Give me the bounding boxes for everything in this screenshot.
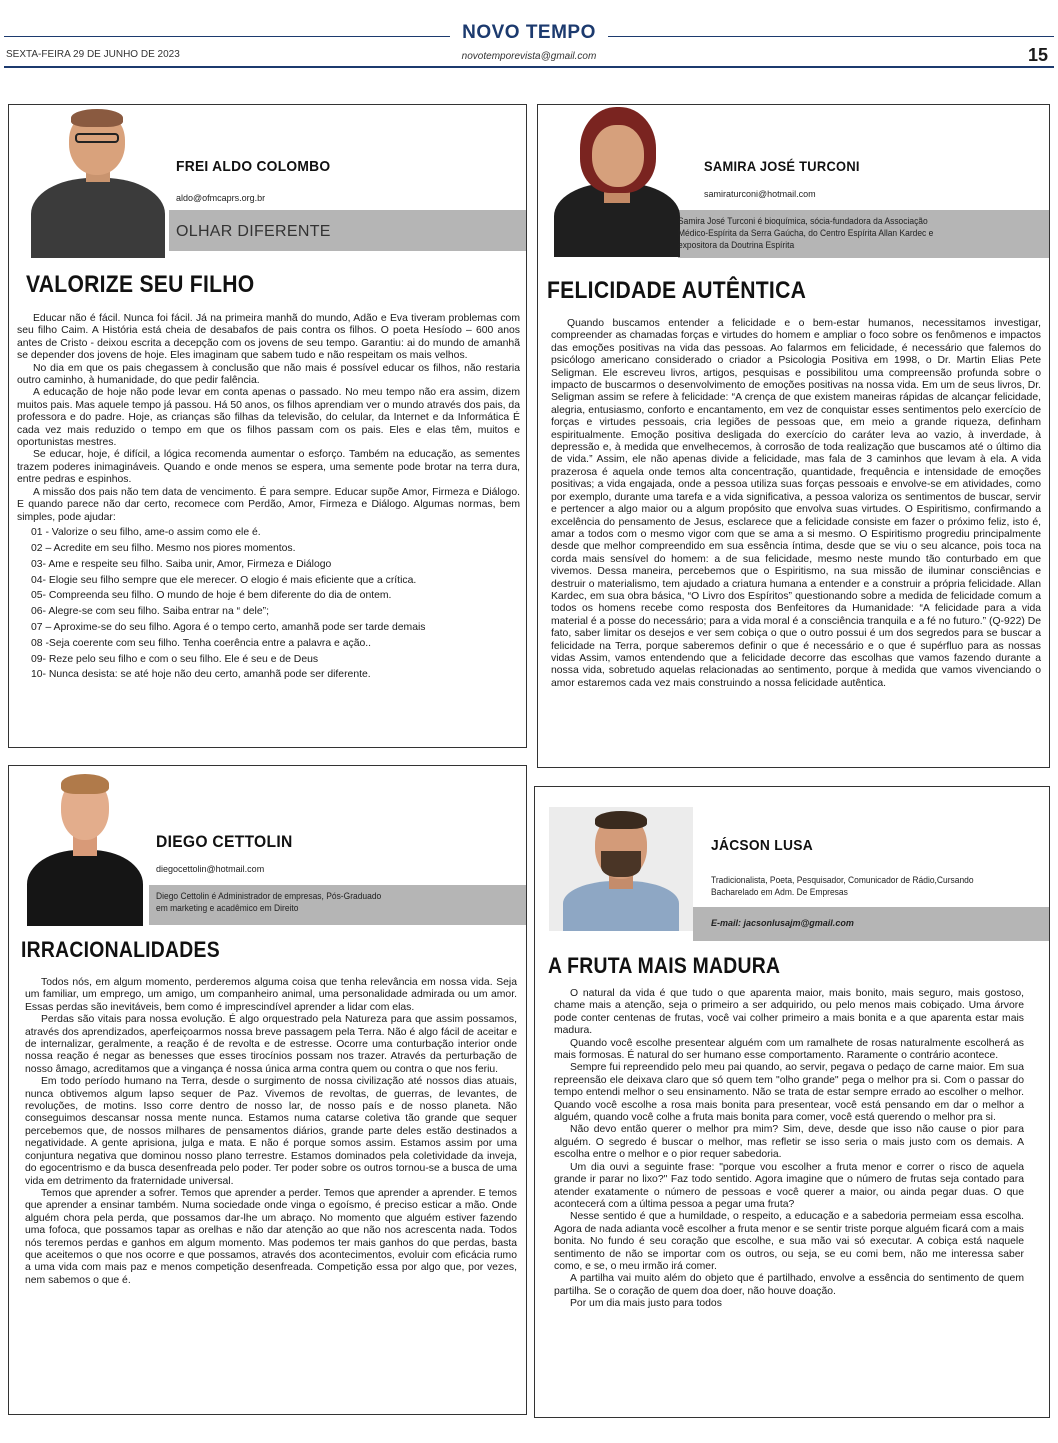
- article-samira: [537, 104, 1050, 768]
- author-photo: [549, 807, 693, 931]
- masthead-bottom-rule: [4, 66, 1054, 68]
- paragraph: A educação de hoje não pode levar em conta apenas o passado. No meu tempo não era assim, dizem muitos pais. Mas aquele tempo já passou. Há 50 anos, os filhos aprendiam ver o mundo através dos pais, da professora e do padre. Hoje, as crianças são filhas da televisão, do celular, da Internet e da Informática É cada vez mais reduzido o tempo em que os filhos passam com os pais. Eles e elas têm, muitos e oportunistas mestres.: [17, 387, 520, 449]
- paragraph: Sempre fui repreendido pelo meu pai quando, ao servir, pegava o pedaço de carne maior. Em sua repreensão ele deixava claro que só quem tem "olho grande" pega o melhor pra si. Com o passar do tempo entendi melhor o seu ensinamento. Não se trata de estar sempre errado ao escolher o melhor. Quando você escolhe a rosa mais bonita para presentear, você está pensando em dar o melhor a alguém, quando você colhe a fruta mais bonita para comer, você está querendo o melhor pra si.: [554, 1062, 1024, 1124]
- article-headline: FELICIDADE AUTÊNTICA: [547, 277, 807, 304]
- article-body: [554, 988, 1024, 1311]
- paragraph: Nesse sentido é que a humildade, o respeito, a educação e a sabedoria permeiam essa escolha. Agora de nada adianta você escolher a fruta menor e se sentir triste porque alguém ficará com a mais bonita. No fundo é seu coração que escolhe, e sua mão vai só executar. A cobiça está naquele sentimento de não se importar com os outros, ou seja, se eu comi bem, não me interessa saber como, e se, o meu irmão irá comer.: [554, 1211, 1024, 1272]
- list-item: 07 – Aproxime-se do seu filho. Agora é o tempo certo, amanhã pode ser tarde demais: [31, 622, 426, 634]
- list-item: 04- Elogie seu filho sempre que ele merecer. O elogio é mais eficiente que a crítica.: [31, 574, 417, 586]
- article-headline: IRRACIONALIDADES: [21, 937, 220, 962]
- list-item: 10- Nunca desista: se até hoje não deu certo, amanhã pode ser diferente.: [31, 669, 371, 681]
- page-number: 15: [1027, 45, 1048, 65]
- author-email[interactable]: E-mail: jacsonlusajm@gmail.com: [711, 918, 854, 928]
- list-item: 01 - Valorize o seu filho, ame-o assim como ele é.: [31, 527, 261, 539]
- paragraph: Educar não é fácil. Nunca foi fácil. Já na primeira manhã do mundo, Adão e Eva tiveram problemas com seu filho Caim. A História está cheia de desabafos de pais contra os filhos. O poeta Hesíodo – 600 anos antes de Cristo - deixou escrita a decepção com os jovens de seu tempo. Garantiu: ai do mundo de amanhã se depender dos jovens de hoje. Eles imaginam que sabem tudo e não respeitam os mais velhos.: [17, 313, 520, 362]
- list-item: 03- Ame e respeite seu filho. Saiba unir, Amor, Firmeza e Diálogo: [31, 558, 332, 570]
- article-frei-aldo: [8, 104, 527, 748]
- paragraph: A missão dos pais não tem data de vencimento. É para sempre. Educar supõe Amor, Firmeza e Diálogo. E quando parece não dar certo, recomece com Perdão, Amor, Firmeza e Diálogo. Algumas normas, bem simples, pode ajudar:: [17, 486, 520, 523]
- author-bio: Diego Cettolin é Administrador de empresas, Pós-Graduado em marketing e acadêmico em Direito: [156, 891, 382, 913]
- paragraph: Por um dia mais justo para todos: [570, 1298, 722, 1310]
- article-headline: A FRUTA MAIS MADURA: [548, 953, 781, 978]
- paragraph: A partilha vai muito além do objeto que é partilhado, envolve a essência do sentimento de quem partilha. Se o coração de quem doa doer, não houve doação.: [554, 1273, 1024, 1297]
- author-name: FREI ALDO COLOMBO: [176, 158, 331, 175]
- paragraph: Temos que aprender a sofrer. Temos que aprender a perder. Temos que aprender a aprender. E temos que aprender a ensinar também. Numa sociedade onde vinga o egoísmo, é preciso esticar a mão. Onde alguém chora pela perda, que possamos dar-lhe um abraço. No momento que alguém estiver fazendo uma fofoca, que possamos tapar as orelhas e não dar atenção ao que não nos acrescenta nada. Todos nós teremos perdas e ganhos em algum momento. Mas podemos ter mais ganhos do que perdas, basta que aceitemos o que nos ocorre e que possamos, através dos acontecimentos, evoluir com eficácia rumo a uma vida com mais paz e menos competição desenfreada. Competição essa por algo que, por vezes, nem sabemos o que é.: [25, 1187, 517, 1286]
- author-email[interactable]: diegocettolin@hotmail.com: [156, 864, 265, 874]
- list-item: 08 -Seja coerente com seu filho. Tenha coerência entre a palavra e ação..: [31, 637, 372, 649]
- author-photo: [23, 105, 173, 258]
- list-item: 05- Compreenda seu filho. O mundo de hoje é bem diferente do dia de ontem.: [31, 590, 392, 602]
- article-diego: [8, 765, 527, 1415]
- list-item: 02 – Acredite em seu filho. Mesmo nos piores momentos.: [31, 543, 296, 555]
- list-item: 06- Alegre-se com seu filho. Saiba entrar na “ dele”;: [31, 606, 269, 618]
- author-name: DIEGO CETTOLIN: [156, 832, 293, 851]
- author-name: SAMIRA JOSÉ TURCONI: [704, 158, 860, 174]
- paragraph: Quando você escolhe presentear alguém com um ramalhete de rosas naturalmente escolherá as mais formosas. É natural do ser humano esse comportamento. Raramente o contrário acontece.: [554, 1037, 1024, 1062]
- newspaper-title: NOVO TEMPO: [0, 22, 1058, 44]
- paragraph: O natural da vida é que tudo o que aparenta maior, mais bonito, mais seguro, mais gostoso, chame mais a atenção, seja o primeiro a ser adquirido, ou pelo menos mais cobiçado. Uma árvore pode conter centenas de frutas, você vai colher primeiro a mais bonita e a que aparenta estar mais madura.: [554, 988, 1024, 1037]
- paragraph: No dia em que os pais chegassem à conclusão que não mais é possível educar os filhos, não restaria outro caminho, à humanidade, do que pedir falência.: [17, 362, 520, 387]
- paragraph: Se educar, hoje, é difícil, a lógica recomenda aumentar o esforço. Também na educação, as sementes trazem poderes inimagináveis. Quando e onde menos se espera, uma semente pode brotar na terra dura, entre pedras e espinhos.: [17, 449, 520, 486]
- paragraph: Perdas são vitais para nossa evolução. É algo orquestrado pela Natureza para que assim possamos, através dos aprendizados, aperfeiçoarmos nossa breve passagem pela Terra. Não é algo fácil de aceitar e de internalizar, geralmente, a reação é de revolta e de estresse. Ocorre uma conturbação interior onde nossa reação é negar as benesses que esses tirocínios possam nos trazer. Através da perturbação de nosso âmago, acreditamos que a vingança é nossa única arma contra quem ou contra o que nos feriu.: [25, 1014, 517, 1075]
- author-name: JÁCSON LUSA: [711, 837, 813, 854]
- article-headline: VALORIZE SEU FILHO: [26, 271, 255, 298]
- article-body: [17, 313, 520, 682]
- author-email[interactable]: samiraturconi@hotmail.com: [704, 189, 816, 199]
- masthead: [0, 0, 1058, 70]
- paragraph: Um dia ouvi a seguinte frase: "porque vou escolher a fruta menor e correr o risco de aquela grande ir parar no lixo?" Faz todo sentido. Agora imagine que o número de frutas seja contado para atender exatamente o número de pessoas e você querer a maior, ou ainda pegar duas. O que acontecerá com a última pessoa a pegar uma fruta?: [554, 1161, 1024, 1210]
- newspaper-email: novotemporevista@gmail.com: [461, 51, 597, 62]
- list-item: 09- Reze pelo seu filho e com o seu filho. Ele é seu e de Deus: [31, 653, 319, 665]
- author-photo: [23, 770, 149, 926]
- paragraph: Não devo então querer o melhor pra mim? Sim, deve, desde que isso não cause o pior para alguém. O segredo é buscar o melhor, mas refletir se isso seria o mais justo com os demais. A escolha entre o melhor e o pior requer sabedoria.: [554, 1124, 1024, 1161]
- author-photo: [554, 105, 680, 257]
- author-bio: Tradicionalista, Poeta, Pesquisador, Comunicador de Rádio,Cursando Bacharelado em Adm. De Empresas: [711, 875, 974, 897]
- author-email[interactable]: aldo@ofmcaprs.org.br: [176, 193, 266, 203]
- edition-date: SEXTA-FEIRA 29 DE JUNHO DE 2023: [6, 49, 180, 60]
- author-bio: Samira José Turconi é bioquímica, sócia-fundadora da Associação Médico-Espírita da Serra Gaúcha, do Centro Espírita Allan Kardec e expositora da Doutrina Espírita: [678, 216, 934, 250]
- article-body: [25, 977, 517, 1287]
- article-body: [551, 318, 1041, 690]
- article-jacson: [534, 786, 1050, 1418]
- paragraph: Em todo período humano na Terra, desde o surgimento de nossa civilização até nossos dias atuais, nunca obtivemos algum lapso sequer de Paz. Vivemos de revoltas, de guerras, de levantes, de revoluções, de motins. Isso corre dentro de nosso lar, de nosso país e de nosso planeta. Não conseguimos descansar nossa mente nunca. Estamos numa catarse coletiva tão grande que sequer percebemos que, de nossos milhares de pensamentos diários, grande parte deles estão destinados a negatividade. A gente aprisiona, julga e mata. E não é porque somos assim. Estamos assim por uma conjuntura negativa que dominou nosso plano terrestre. Estamos dominados pela coletividade da inveja, do egocentrismo e da busca desenfreada pelo poder. Ter poder sobre os outros tornou-se a busca de uma vida em detrimento da fraternidade universal.: [25, 1076, 517, 1187]
- paragraph: Todos nós, em algum momento, perderemos alguma coisa que tenha relevância em nossa vida. Seja um familiar, um emprego, um amigo, um companheiro animal, uma personalidade admirada ou um amor. Essas perdas são inevitáveis, bem como é imprescindível aprender a lidar com elas.: [25, 977, 517, 1013]
- paragraph: Quando buscamos entender a felicidade e o bem-estar humanos, necessitamos investigar, compreender as chamadas forças e virtudes do homem e ampliar o foco sobre os fenômenos e impactos das emoções positivas na vida das pessoas. Ao falarmos em felicidade, é necessário que falemos do psicólogo americano considerado o criador a Psicologia Positiva em 1998, o Dr. Martin Elias Pete Seligman. Ele escreveu livros, artigos, pesquisas e possibilitou uma compreensão profunda sobre o impacto de buscarmos o desenvolvimento de emoções positivas na nossa vida. Em um de seus livros, Dr. Seligman assim se refere à felicidade: “A crença de que existem maneiras rápidas de alcançar felicidade, alegria, entusiasmo, conforto e encantamento, em vez de conquistar esses sentimentos pelo exercício de forças e virtudes pessoais, cria legiões de pessoas que, em meio a grande riqueza, definham espiritualmente. Emoção positiva desligada do exercício do caráter leva ao vazio, à inverdade, à depressão e, à medida que envelhecemos, à corrosão de toda realização que buscamos até o último dia de vida.” Assim, ele não apenas divide a felicidade, mas fala de 3 caminhos que levam à ela. A vida prazerosa é aquela onde temos alta concentração, quantidade, frequência e intensidade de emoções positivas; a vida engajada, onde a pessoa utiliza suas forças pessoais e envolve-se em atividades, como por exemplo, durante uma tarefa e a vida significativa, a pessoa valoriza os sentimentos de buscar, servir e pertencer a algo maior ou a algum propósito que envolva suas virtudes. O Espiritismo, confirmando a excelência do pensamento de Jesus, esclarece que a felicidade consiste em fazer o próximo feliz, isto é, amar a todos com o mesmo vigor com que se ama a si mesmo. O Espiritismo progrediu principalmente desde que melhor compreendido em sua essência íntima, desde que se viu o seu alcance, pois toca na corda mais sensível do homem: a de sua felicidade, mesmo neste mundo tão conturbado em que vivemos. Dessa maneira, percebemos que o Espiritismo, na sua missão de iluminar consciências e destruir o materialismo, tem ajudado a criatura humana a entender e a construir a própria felicidade. Allan Kardec, em sua obra básica, “O Livro dos Espíritos” questionando sobre a medida de felicidade comum a todos os homens recebe como resposta dos Benfeitores da Humanidade: “A felicidade para a vida material é a posse do necessário; para a vida moral é a consciência tranquila e a fé no futuro.” (Q-922) De fato, saber limitar os desejos e ver sem cobiça o que o outro possui é um dos segredos para se buscar a felicidade na Terra, porque saberemos definir o que é necessário e o que é supérfluo para as nossas vidas Assim, vamos entendendo que a felicidade decorre das escolhas que vamos fazendo durante a nossa vida, sobretudo aquelas relacionadas ao sentimento, porque à medida que vamos vivenciando o amor estaremos cada vez mais construindo a nossa felicidade autêntica.: [551, 318, 1041, 689]
- column-label: OLHAR DIFERENTE: [176, 223, 331, 240]
